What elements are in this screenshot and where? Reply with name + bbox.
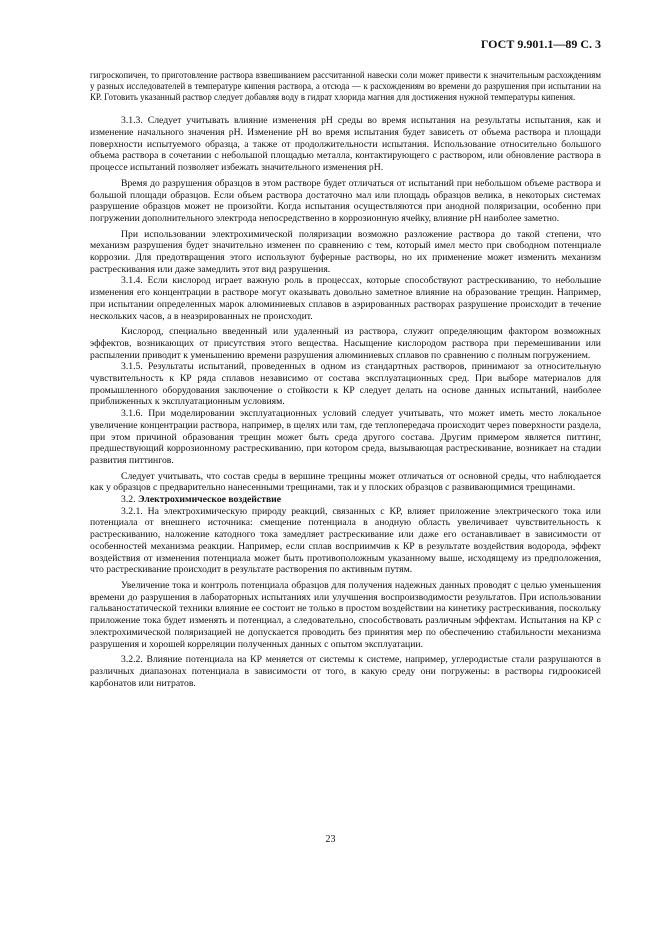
paragraph-3-1-5: 3.1.5. Результаты испытаний, проведенных в одном из стандартных растворов, принимают за относительную чувствительность к КР ряда сплавов независимо от состава эксплуатационных сред. При выборе материалов для промышленного оборудования заключение о стойкости к КР следует делать на основе данных испытаний, наиболее приближенных к эксплуатационным условиям. xyxy=(90,361,601,408)
paragraph: Кислород, специально введенный или удаленный из раствора, служит определяющим фактором возможных эффектов, возникающих от присутствия этого вещества. Насыщение кислородом раствора при перемешивании или распылении приводит к уменьшению времени разрушения алюминиевых сплавов по сравнению с полным погружением. xyxy=(90,326,601,361)
page-header: ГОСТ 9.901.1—89 С. 3 xyxy=(480,37,601,51)
paragraph: При использовании электрохимической поляризации возможно разложение раствора до такой степени, что механизм разрушения будет значительно изменен по сравнению с тем, который имел место при свободном потенциале коррозии. Для предотвращения этого используют буферные растворы, но их применение может изменить механизм растрескивания или даже замедлить этот вид разрушения. xyxy=(90,228,601,275)
document-body xyxy=(90,70,601,689)
section-number: 3.2. xyxy=(121,494,136,506)
paragraph-3-2-2: 3.2.2. Влияние потенциала на КР меняется от системы к системе, например, углеродистые стали разрушаются в различных диапазонах потенциала в зависимости от того, в какую среду они погружены: в растворы гидроокисей карбонатов или нитратов. xyxy=(90,654,601,689)
paragraph: Увеличение тока и контроль потенциала образцов для получения надежных данных проводят с целью уменьшения времени до разрушения в лабораторных испытаниях или улучшения воспроизводимости результатов. При использовании гальваностатической техники влияние ее состоит не только в простом воздействии на кинетику растрескивания, поскольку приложение тока будет изменять и потенциал, а следовательно, способствовать различным эффектам. Испытания на КР с электрохимической поляризацией не допускается проводить без принятия мер по обеспечению стабильности механизма разрушения и хорошей корреляции полученных данных с опытом эксплуатации. xyxy=(90,580,601,650)
paragraph: Следует учитывать, что состав среды в вершине трещины может отличаться от основной среды, что наблюдается как у образцов с предварительно нанесенными трещинами, так и у плоских образцов с развивающимися трещинами. xyxy=(90,470,601,494)
paragraph-3-1-3: 3.1.3. Следует учитывать влияние изменения pH среды во время испытания на результаты испытания, как и изменение начального значения pH. Изменение pH во время испытания будет зависеть от объема раствора и площади поверхности испытуемого образца, а также от продолжительности испытания. Использование относительно большого объема раствора в сочетании с небольшой площадью металла, контактирующего с раствором, или обновление раствора в процессе испытаний позволяет избежать значительного изменения pH. xyxy=(90,115,601,174)
paragraph-3-1-4: 3.1.4. Если кислород играет важную роль в процессах, которые способствуют растрескиванию, то небольшие изменения его концентрации в растворе могут оказывать довольно заметное влияние на образование трещин. Например, при испытании определенных марок алюминиевых сплавов в аэрированных растворах разрушение происходит в течение нескольких часов, а в неаэрированных не происходит. xyxy=(90,275,601,322)
paragraph: Время до разрушения образцов в этом растворе будет отличаться от испытаний при небольшом объеме раствора и большой площади образцов. Если объем раствора достаточно мал или площадь образцов велика, в некоторых системах разрушение образцов может не произойти. Когда испытания осуществляются при анодной поляризации, особенно при погружении дополнительного электрода непосредственно в коррозионную ячейку, влияние pH наиболее заметно. xyxy=(90,177,601,224)
page-number: 23 xyxy=(325,834,336,845)
section-title: Электрохимическое воздействие xyxy=(137,494,282,506)
paragraph-3-1-6: 3.1.6. При моделировании эксплуатационных условий следует учитывать, что может иметь место локальное увеличение концентрации раствора, например, в щелях или там, где теплопередача происходит через поверхности раздела, при этом причиной образования трещин может быть среда другого состава. Другим примером является питтинг, предшествующий коррозионному растрескиванию, при котором среда, вызывающая растрескивание, возникает на стадии развития питтингов. xyxy=(90,408,601,466)
section-heading xyxy=(90,494,601,506)
paragraph-3-2-1: 3.2.1. На электрохимическую природу реакций, связанных с КР, влияет приложение электрического тока или потенциала от внешнего источника: смещение потенциала в анодную область увеличивает чувствительность к растрескиванию, наложение катодного тока замедляет растрескивание или даже его останавливает в зависимости от особенностей механизма реакции. Например, если сплав восприимчив к КР в результате воздействия водорода, эффект воздействия от изменения потенциала может быть противоположным указанному выше, исходящему из предположения, что растрескивание происходит в результате растворения по активным путям. xyxy=(90,505,601,576)
intro-paragraph: гигроскопичен, то приготовление раствора взвешиванием рассчитанной навески соли может привести к значительным расхождениям у разных исследователей в температуре кипения раствора, а отсюда — к расхождениям во времени до разрушения при испытании на КР. Готовить указанный раствор следует добавляя воду в гидрат хлорида магния для достижения нужной температуры кипения. xyxy=(90,70,601,103)
